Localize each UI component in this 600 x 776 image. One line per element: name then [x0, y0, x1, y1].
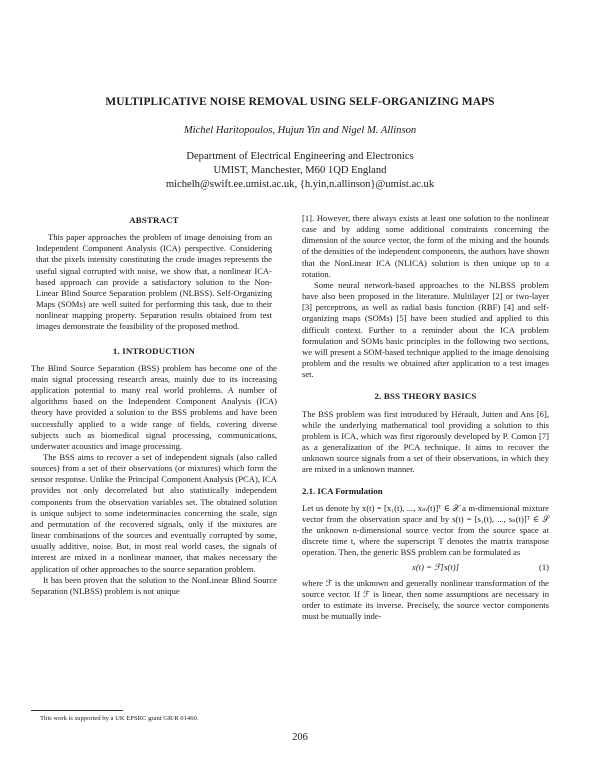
- left-column: [31, 215, 277, 597]
- page-number: 206: [292, 732, 308, 743]
- bss-section: [302, 391, 549, 475]
- ica-text: Let us denote by x(t) = [x₁(t), ..., xₘ(t)]ᵀ ∈ 𝒳 a m-dimensional mixture vector from the observation space and by s(t) = [s₁(t), ..., sₙ(t)]ᵀ ∈ 𝒮 the unknown n-dimensional source vector from the source space at discrete time t, where the superscript T denotes the matrix transpose operation. Then, the generic BSS problem can be formulated as: [302, 502, 549, 558]
- introduction-continued-2: Some neural network-based approaches to the NLBSS problem have also been proposed in the literature. Multilayer [2] or two-layer [3] perceptrons, as well as radial basis function (RBF) [4] and self-organizing maps (SOMs) [5] have been studied and applied to this difficult context. Further to a reminder about the ICA problem formulation and SOMs basic principles in the following two sections, we will present a SOM-based technique applied to the image denoising problem and the results we obtained after application to a test images set.: [302, 279, 549, 380]
- introduction-paragraph-1: The Blind Source Separation (BSS) problem has become one of the main signal processing research areas, mainly due to its increasing application potential to many real world problems. A number of algorithms based on the Independent Component Analysis (ICA) theory have provided a solution to the BSS problems and have been successfully applied to a wide range of fields, covering diverse subjects such as biomedical signal processing, communications, underwater acoustics and image processing.: [31, 362, 277, 451]
- introduction-paragraph-2: The BSS aims to recover a set of independent signals (also called sources) from a set of their observations (or mixtures) which form the sensor response. Unlike the Principal Component Analysis (PCA), ICA provides not only decorrelated but also statistically independent components from the observation variables set. The obtained solution is unique subject to some indeterminacies concerning the scale, sign and permutation of the recovered signals, only if the mixtures are linear combinations of the sources and eventually corrupted by some, usually additive, noise. But, in most real world cases, the signals of interest are mixed in a nonlinear manner, that makes necessary the application of other approaches to the source separation problem.: [31, 451, 277, 574]
- ica-heading: 2.1. ICA Formulation: [302, 486, 383, 497]
- footnote: This work is supported by a UK EPSRC grant GR/R 01460.: [40, 715, 199, 722]
- introduction-continued-1: [1]. However, there always exists at least one solution to the nonlinear case and by adding some additional constraints concerning the dimension of the source vector, the form of the mixing and the bounds of the densities of the independent components, the authors have shown that the NonLinear ICA (NLICA) solution is then unique up to a rotation.: [302, 213, 550, 279]
- affiliation-department: Department of Electrical Engineering and Electronics: [186, 151, 414, 162]
- paper-title: MULTIPLICATIVE NOISE REMOVAL USING SELF-ORGANIZING MAPS: [105, 96, 495, 108]
- footnote-rule: [31, 710, 123, 711]
- introduction-paragraph-3: It has been proven that the solution to the NonLinear Blind Source Separation (NLBSS) problem is not unique: [31, 574, 277, 596]
- introduction-heading: 1. INTRODUCTION: [112, 345, 196, 356]
- affiliation-emails: michelh@swift.ee.umist.ac.uk, {h.yin,n.allinson}@umist.ac.uk: [165, 179, 435, 190]
- abstract-text: This paper approaches the problem of image denoising from an Independent Component Analysis (ICA) perspective. Considering that the pixels intensity constituting the crude images represents the useful signal corrupted with noise, we show that, a nonlinear ICA-based approach can provide a satisfactory solution to the Non-Linear Blind Source Separation problem (NLBSS). Self-Organizing Maps (SOMs) are well suited for performing this task, due to their nonlinear mapping property. Separation results obtained from test images demonstrate the feasibility of the proposed method.: [36, 232, 272, 332]
- equation-body: x(t) = ℱ[s(t)]: [412, 562, 459, 573]
- ica-section: [302, 486, 549, 622]
- author-list: Michel Haritopoulos, Hujun Yin and Nigel M. Allinson: [183, 125, 417, 136]
- bss-text: The BSS problem was first introduced by Hérault, Jutten and Ans [6], while the underlying mathematical tool providing a solution to this problem is ICA, which was first rigorously developed by P. Comon [7] as a generalization of the PCA technique. It aims to recover the unknown source signals from a set of their observations, in which they are mixed in a unknown manner.: [302, 408, 549, 475]
- introduction-section: [31, 346, 277, 597]
- equation-1: [302, 562, 549, 573]
- right-column: [302, 213, 549, 622]
- affiliation-address: UMIST, Manchester, M60 1QD England: [213, 165, 387, 176]
- abstract-heading: ABSTRACT: [129, 215, 179, 225]
- abstract-section: [31, 215, 277, 333]
- equation-number: (1): [538, 562, 549, 573]
- bss-heading: 2. BSS THEORY BASICS: [374, 391, 477, 402]
- affiliation-block: [40, 150, 560, 192]
- ica-text-after-equation: where ℱ is the unknown and generally nonlinear transformation of the source vector. If ℱ is linear, then some assumptions are necessary in order to estimate its inverse. Precisely, the source vector components must be mutually inde-: [302, 577, 549, 621]
